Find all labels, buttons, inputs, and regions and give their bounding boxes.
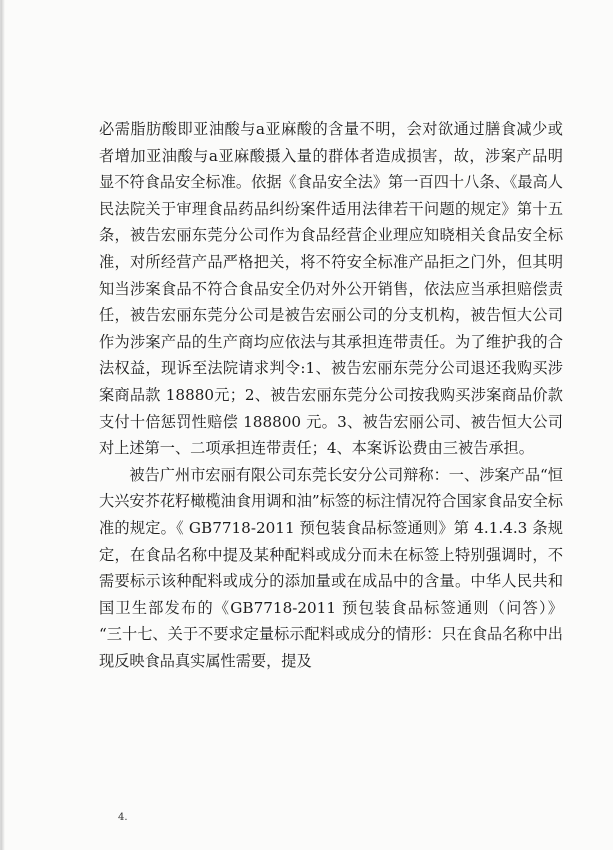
page-number: 4. xyxy=(118,812,128,823)
document-body xyxy=(99,116,563,674)
paragraph-plaintiff-claims: 必需脂肪酸即亚油酸与a亚麻酸的含量不明，会对欲通过膳食减少或者增加亚油酸与a亚麻酸摄入量的群体者造成损害，故，涉案产品明显不符食品安全标准。依据《食品安全法》第一百四十八条、《最高人民法院关于审理食品药品纠纷案件适用法律若干问题的规定》第十五条，被告宏丽东莞分公司作为食品经营企业理应知晓相关食品安全标准，对所经营产品严格把关，将不符安全标准产品拒之门外，但其明知当涉案食品不符合食品安全仍对外公开销售，依法应当承担赔偿责任，被告宏丽东莞分公司是被告宏丽公司的分支机构，被告恒大公司作为涉案产品的生产商均应依法与其承担连带责任。为了维护我的合法权益，现诉至法院请求判令:1、被告宏丽东莞分公司退还我购买涉案商品款 18880元；2、被告宏丽东莞分公司按我购买涉案商品价款支付十倍惩罚性赔偿 188800 元。3、被告宏丽公司、被告恒大公司对上述第一、二项承担连带责任；4、本案诉讼费由三被告承担。 xyxy=(99,120,563,458)
paragraph-defendant-defense: 被告广州市宏丽有限公司东莞长安分公司辩称：一、涉案产品“恒大兴安芥花籽橄榄油食用调和油”标签的标注情况符合国家食品安全标准的规定。《 GB7718-2011 预包装食品标签通则》第 4.1.4.3 条规定，在食品名称中提及某种配料或成分而未在标签上特别强调时，不需要标示该种配料或成分的添加量或在成品中的含量。中华人民共和国卫生部发布的《GB7718-2011 预包装食品标签通则（问答）》 “三十七、关于不要求定量标示配料或成分的情形：只在食品名称中出现反映食品真实属性需要，提及 xyxy=(99,465,563,670)
scan-edge-shadow xyxy=(1,0,5,850)
